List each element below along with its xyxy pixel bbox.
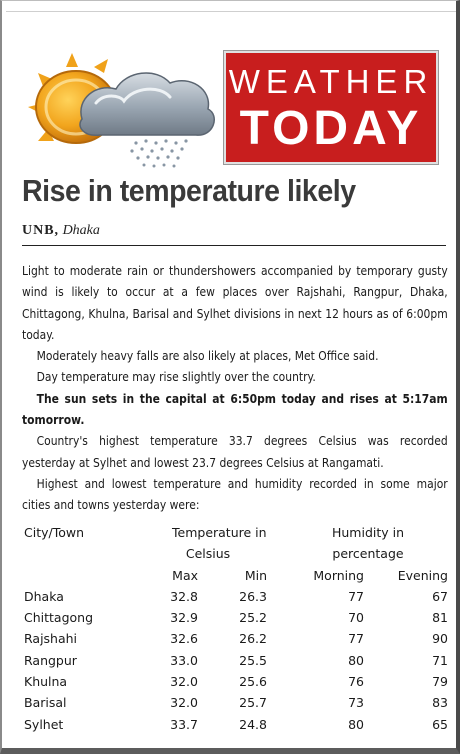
weather-header xyxy=(2,15,456,165)
paragraph: Moderately heavy falls are also likely at places, Met Office said. xyxy=(36,348,379,364)
divider xyxy=(22,245,446,246)
table-row xyxy=(22,692,448,713)
cell-morning: 70 xyxy=(348,610,364,626)
cell-evening: 83 xyxy=(432,695,448,711)
article-body xyxy=(22,260,448,516)
cell-morning: 80 xyxy=(348,652,364,668)
cell-city: Chittagong xyxy=(24,610,94,626)
col-evening-header: Evening xyxy=(397,567,448,583)
paragraph: Highest and lowest temperature and humidity recorded in some major cities and towns yesterday were: xyxy=(22,475,448,513)
cell-min: 25.6 xyxy=(239,674,267,690)
cell-max: 33.7 xyxy=(170,716,198,732)
table-row xyxy=(22,607,448,628)
cell-city: Sylhet xyxy=(24,716,64,732)
cell-city: Rajshahi xyxy=(24,631,78,647)
cell-morning: 76 xyxy=(348,674,364,690)
byline-agency: UNB, xyxy=(22,223,60,238)
cell-min: 25.2 xyxy=(239,610,267,626)
table-row xyxy=(22,586,448,607)
cell-max: 32.0 xyxy=(170,674,198,690)
col-humidity-unit: percentage xyxy=(332,546,404,562)
cell-evening: 79 xyxy=(432,674,448,690)
banner-title-bottom: TODAY xyxy=(239,102,423,155)
cell-morning: 77 xyxy=(348,588,364,604)
paragraph-bold: The sun sets in the capital at 6:50pm today and rises at 5:17am tomorrow. xyxy=(22,390,448,428)
cell-min: 26.3 xyxy=(239,588,267,604)
cell-min: 26.2 xyxy=(239,631,267,647)
col-city-header: City/Town xyxy=(24,525,85,540)
col-max-header: Max xyxy=(172,567,198,583)
cell-min: 24.8 xyxy=(239,716,267,732)
rain-drops xyxy=(130,139,187,167)
byline xyxy=(22,223,100,239)
table-row xyxy=(22,650,448,671)
cell-evening: 65 xyxy=(432,716,448,732)
table-header-row xyxy=(22,543,448,564)
sun-cloud-rain-icon xyxy=(24,45,224,173)
paragraph: Country's highest temperature 33.7 degrees Celsius was recorded yesterday at Sylhet and lowest 23.7 degrees Celsius at Rangamati. xyxy=(22,433,448,470)
table-subheader-row xyxy=(22,565,448,586)
col-temperature-unit: Celsius xyxy=(185,546,231,562)
table-row xyxy=(22,671,448,692)
cell-evening: 67 xyxy=(432,588,448,604)
paragraph: Light to moderate rain or thundershowers accompanied by temporary gusty wind is likely to occur at a few places over Rajshahi, Rangpur, Dhaka, Chittagong, Khulna, Barisal and Sylhet divisions in next 12 hours as of 6:00pm today. xyxy=(22,263,448,342)
col-humidity-header: Humidity in xyxy=(331,525,405,540)
cell-morning: 80 xyxy=(348,716,364,732)
headline: Rise in temperature likely xyxy=(22,173,356,208)
temperature-table xyxy=(22,522,448,735)
table-row xyxy=(22,714,448,735)
cell-max: 32.8 xyxy=(170,588,198,604)
banner-title-top: WEATHER xyxy=(228,63,434,100)
byline-place: Dhaka xyxy=(62,223,100,238)
paragraph: Day temperature may rise slightly over the country. xyxy=(36,369,316,385)
cell-max: 33.0 xyxy=(170,652,198,668)
cell-min: 25.7 xyxy=(239,695,267,711)
cell-city: Dhaka xyxy=(24,588,64,604)
table-row xyxy=(22,628,448,649)
cell-morning: 73 xyxy=(348,695,364,711)
cell-max: 32.6 xyxy=(170,631,198,647)
cell-city: Barisal xyxy=(24,695,67,711)
cell-city: Khulna xyxy=(24,674,68,690)
col-min-header: Min xyxy=(244,567,267,583)
weather-today-banner xyxy=(224,51,438,164)
cell-min: 25.5 xyxy=(239,652,267,668)
cell-city: Rangpur xyxy=(24,652,77,668)
col-temperature-header: Temperature in xyxy=(172,525,267,540)
cell-evening: 81 xyxy=(432,610,448,626)
table-header-row xyxy=(22,522,448,543)
cell-evening: 90 xyxy=(432,631,448,647)
cell-evening: 71 xyxy=(432,652,448,668)
col-morning-header: Morning xyxy=(313,567,364,583)
cell-max: 32.0 xyxy=(170,695,198,711)
cell-max: 32.9 xyxy=(170,610,198,626)
table-body xyxy=(22,586,448,735)
cell-morning: 77 xyxy=(348,631,364,647)
